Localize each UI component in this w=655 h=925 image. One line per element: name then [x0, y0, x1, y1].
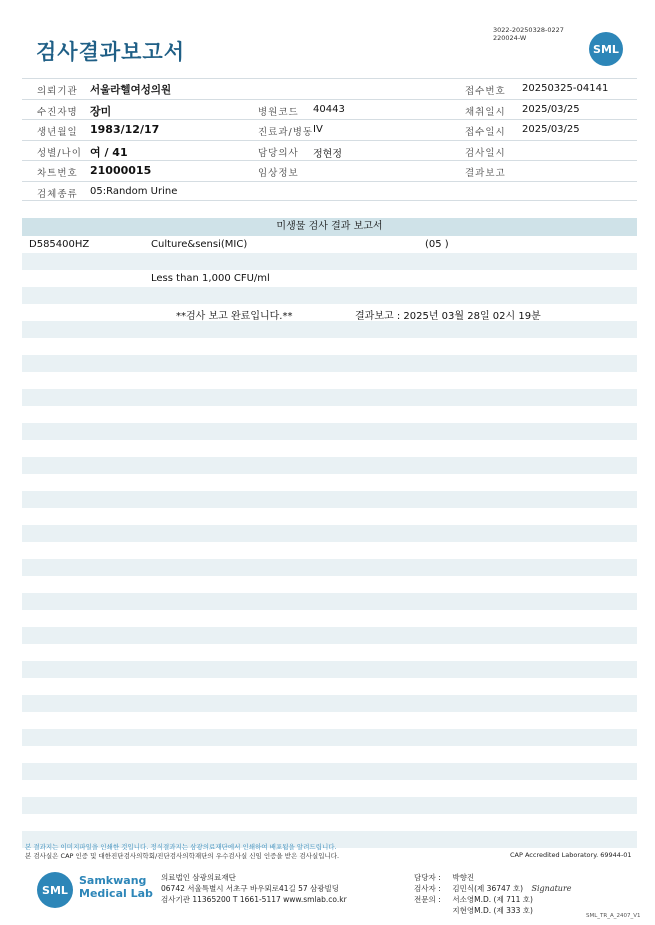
value-sex-age: 여 / 41	[90, 145, 128, 159]
staff-value: 지현영M.D. (제 333 호)	[452, 906, 533, 915]
report-row	[22, 253, 637, 270]
label-receipt-date: 접수일시	[465, 127, 506, 138]
report-row	[22, 338, 637, 355]
staff-line	[414, 883, 572, 894]
staff-value: 김민식(제 36747 호)	[452, 884, 524, 893]
report-heading: 미생물 검사 결과 보고서	[22, 218, 637, 236]
staff-line	[414, 894, 572, 905]
report-row	[22, 729, 637, 746]
report-row	[22, 763, 637, 780]
info-row	[22, 140, 637, 161]
report-row	[22, 576, 637, 593]
label-requesting-institution: 의뢰기관	[37, 86, 78, 97]
report-row	[22, 372, 637, 389]
report-row	[22, 610, 637, 627]
value-requesting-institution: 서울라헬여성의원	[90, 84, 172, 96]
doc-code-1: 3022-20250328-0227	[493, 26, 564, 34]
report-row	[22, 457, 637, 474]
value-patient-name: 장미	[90, 104, 112, 118]
patient-info-table	[22, 78, 637, 201]
staff-line	[414, 905, 572, 916]
doc-code-2: 220024-W	[493, 34, 527, 42]
microbiology-report	[22, 218, 637, 848]
report-row	[22, 780, 637, 797]
value-chart-number: 21000015	[90, 164, 152, 177]
report-row	[22, 287, 637, 304]
org-contact: 검사기관 11365200 T 1661-5117 www.smlab.co.kr	[161, 895, 347, 904]
info-row	[22, 181, 637, 202]
report-row	[22, 814, 637, 831]
info-row	[22, 160, 637, 181]
report-row	[22, 661, 637, 678]
report-row	[22, 797, 637, 814]
label-chart-number: 차트번호	[37, 168, 78, 179]
value-birth-date: 1983/12/17	[90, 123, 160, 136]
report-row	[22, 525, 637, 542]
test-name: Culture&sensi(MIC)	[151, 239, 248, 250]
report-time: 결과보고 : 2025년 03월 28일 02시 19분	[355, 311, 541, 322]
report-row	[22, 593, 637, 610]
report-row	[22, 236, 637, 253]
accreditation-notice: 본 검사실은 CAP 인증 및 대한진단검사의학회/진단검사의학재단의 우수검사실 신임 인증을 받은 검사실입니다.	[25, 852, 340, 860]
staff-value: 박향진	[452, 873, 475, 882]
label-accession-number: 접수번호	[465, 86, 506, 97]
document-codes	[493, 26, 564, 42]
label-specimen-type: 검체종류	[37, 188, 78, 200]
value-accession-number: 20250325-04141	[522, 83, 609, 94]
report-row	[22, 355, 637, 372]
report-row	[22, 542, 637, 559]
report-row	[22, 508, 637, 525]
value-specimen-type: 05:Random Urine	[90, 185, 178, 197]
report-row	[22, 389, 637, 406]
report-row	[22, 321, 637, 338]
label-test-date: 검사일시	[465, 147, 506, 159]
value-department: IV	[313, 124, 323, 135]
label-hospital-code: 병원코드	[258, 106, 299, 118]
report-row	[22, 678, 637, 695]
test-result: Less than 1,000 CFU/ml	[151, 273, 270, 284]
report-row	[22, 559, 637, 576]
report-row	[22, 695, 637, 712]
report-row	[22, 627, 637, 644]
staff-label: 검사자 :	[414, 884, 441, 893]
organization-info	[161, 872, 347, 905]
label-collection-date: 채취일시	[465, 106, 506, 118]
report-row	[22, 491, 637, 508]
staff-info	[414, 872, 572, 916]
report-row	[22, 644, 637, 661]
label-result-report: 결과보고	[465, 168, 506, 179]
company-name	[79, 874, 153, 900]
page-title: 검사결과보고서	[36, 40, 186, 64]
company-name-line1: Samkwang	[79, 874, 147, 887]
org-address: 06742 서울특별시 서초구 바우뫼로41길 57 삼광빌딩	[161, 884, 340, 893]
report-row	[22, 746, 637, 763]
report-row	[22, 712, 637, 729]
image-notice: 본 결과지는 이미지파일을 인쇄한 것입니다. 정식결과지는 삼광의료재단에서 인쇄하여 배포됨을 알려드립니다.	[25, 843, 337, 851]
cap-accreditation: CAP Accredited Laboratory. 69944-01	[510, 851, 632, 859]
staff-value: 서소영M.D. (제 711 호)	[452, 895, 533, 904]
report-row	[22, 270, 637, 287]
report-row	[22, 440, 637, 457]
report-row	[22, 423, 637, 440]
staff-line	[414, 872, 572, 883]
label-department: 진료과/병동	[258, 127, 314, 138]
report-row	[22, 474, 637, 491]
value-physician: 정현정	[313, 148, 342, 160]
label-sex-age: 성별/나이	[37, 147, 82, 159]
value-hospital-code: 40443	[313, 103, 345, 115]
info-row	[22, 119, 637, 140]
staff-label: 담당자 :	[414, 873, 441, 882]
staff-label: 전문의 :	[414, 895, 441, 904]
value-receipt-date: 2025/03/25	[522, 124, 580, 135]
report-complete-note: **검사 보고 완료입니다.**	[176, 311, 293, 322]
sml-logo-icon: SML	[589, 32, 623, 66]
label-birth-date: 생년월일	[37, 127, 78, 138]
report-body	[22, 236, 637, 848]
value-collection-date: 2025/03/25	[522, 103, 580, 115]
signature-image: Signature	[531, 884, 572, 893]
label-patient-name: 수진자명	[37, 106, 78, 118]
info-row	[22, 99, 637, 120]
sml-logo-icon: SML	[37, 872, 73, 908]
label-clinical-info: 임상정보	[258, 168, 299, 179]
company-name-line2: Medical Lab	[79, 887, 153, 900]
test-code: D585400HZ	[29, 239, 90, 250]
report-row	[22, 406, 637, 423]
label-physician: 담당의사	[258, 147, 299, 159]
form-code: SML_TR_A_2407_V1	[586, 913, 641, 919]
info-row	[22, 78, 637, 99]
org-name: 의료법인 삼광의료재단	[161, 873, 236, 882]
specimen-code: (05 )	[425, 239, 449, 250]
report-row	[22, 304, 637, 321]
